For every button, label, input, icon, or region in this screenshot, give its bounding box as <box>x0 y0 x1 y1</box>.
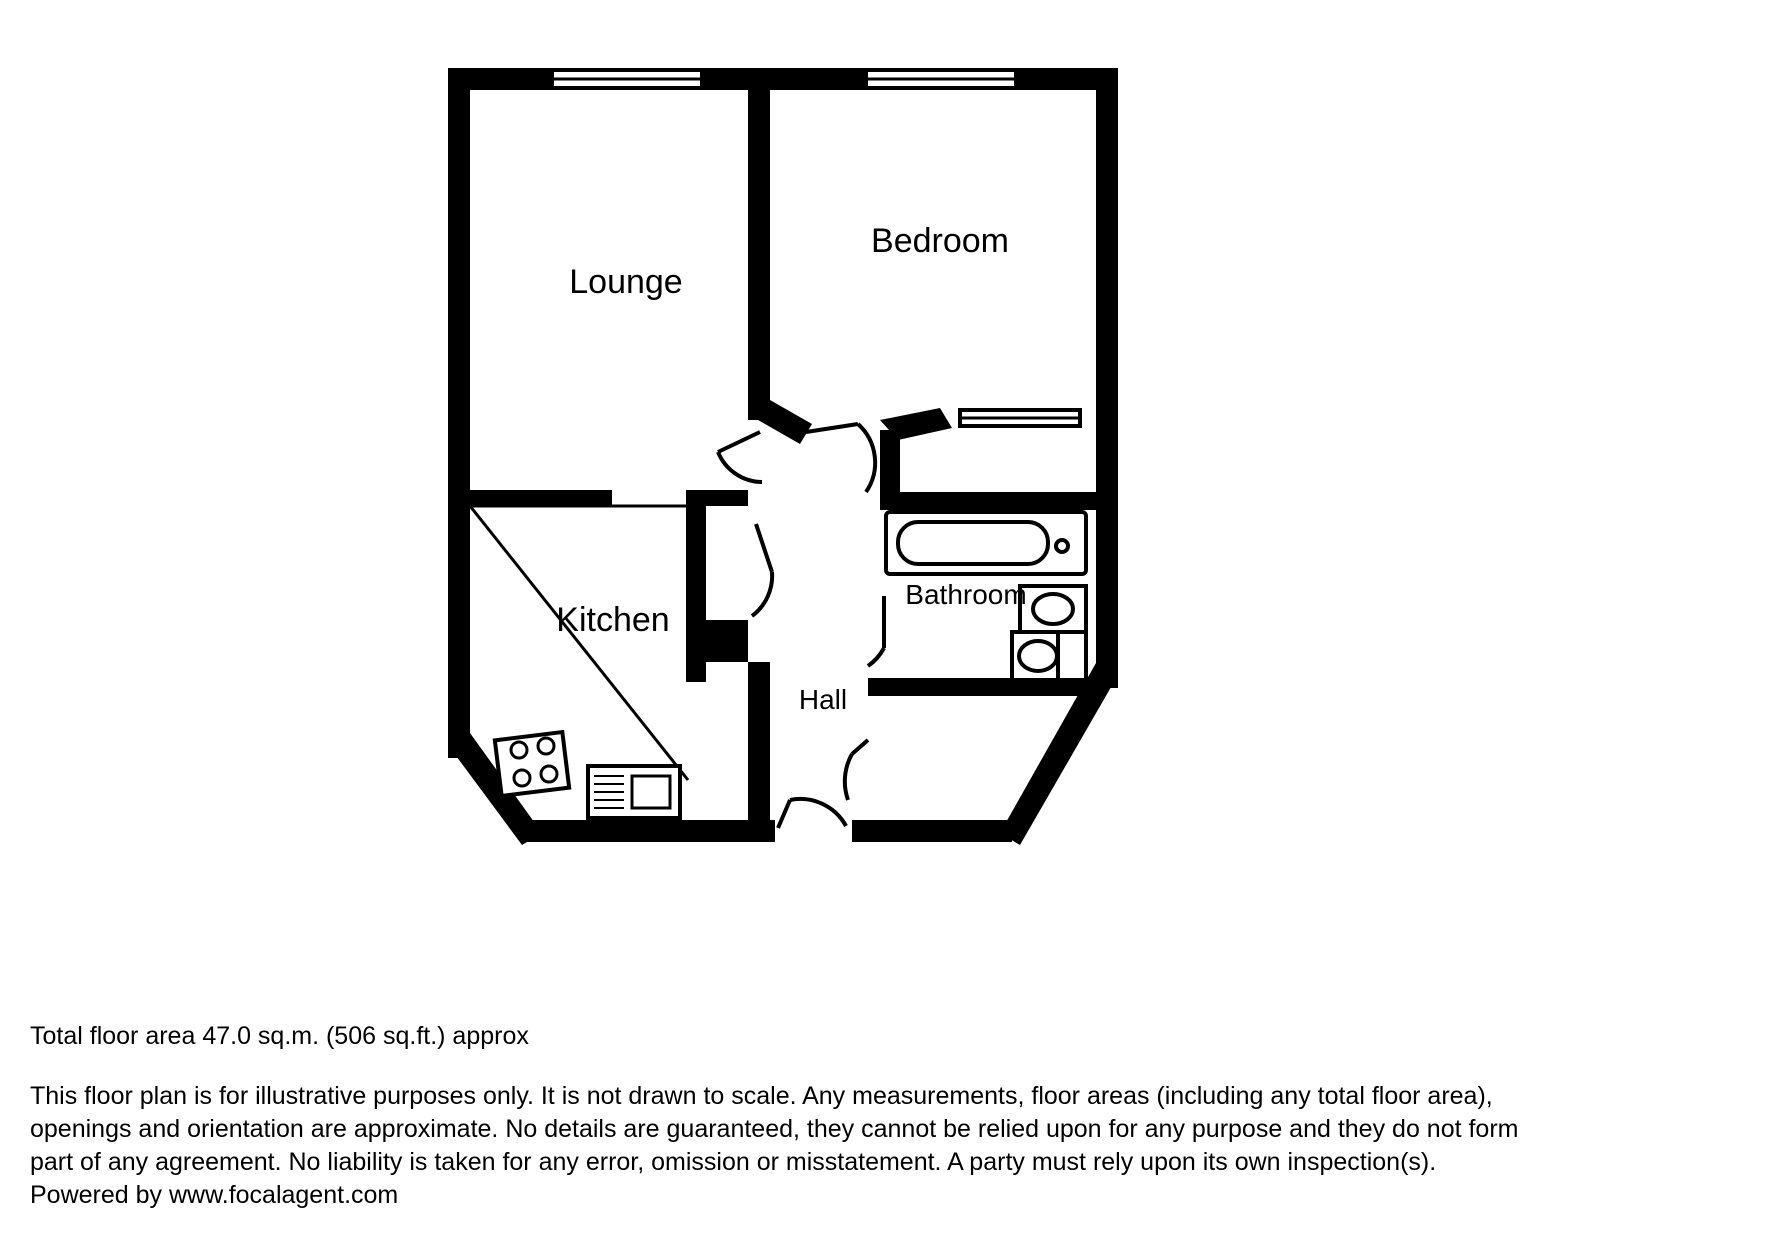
door-bedroom-leaf <box>806 424 858 432</box>
total-floor-area-text: Total floor area 47.0 sq.m. (506 sq.ft.) approx <box>30 1022 529 1050</box>
room-label-bedroom: Bedroom <box>871 222 1009 260</box>
room-label-kitchen: Kitchen <box>556 601 670 639</box>
disclaimer-line: part of any agreement. No liability is taken for any error, omission or misstatement. A party must rely upon its own inspection(s). <box>30 1148 1437 1176</box>
room-label-hall: Hall <box>798 684 848 715</box>
disclaimer-text <box>30 1080 1750 1212</box>
bath-tub-inner <box>898 522 1048 564</box>
room-label-lounge: Lounge <box>569 263 683 301</box>
disclaimer-line: openings and orientation are approximate. No details are guaranteed, they cannot be relied upon for any purpose and they do not form <box>30 1115 1519 1143</box>
footer <box>30 1020 1750 1212</box>
door-bedroom-arc <box>858 424 875 492</box>
disclaimer-line: This floor plan is for illustrative purposes only. It is not drawn to scale. Any measurements, floor areas (including any total floor area), <box>30 1082 1493 1110</box>
hob-fixture <box>495 732 569 796</box>
kitchen-fixtures <box>470 506 688 818</box>
door-store-leaf <box>852 740 868 754</box>
door-entrance-leaf <box>778 800 790 828</box>
room-label-bathroom: Bathroom <box>905 579 1027 610</box>
door-kitchen-arc <box>752 572 772 616</box>
sink-fixture <box>588 766 680 818</box>
door-lounge-leaf <box>718 432 760 452</box>
internal-walls <box>470 90 1100 832</box>
outer-walls <box>448 68 1118 845</box>
disclaimer-line: Powered by www.focalagent.com <box>30 1181 399 1209</box>
door-entrance-arc <box>790 799 846 826</box>
bath-tap <box>1056 540 1068 552</box>
door-bathroom-arc <box>868 648 884 666</box>
wash-basin-bowl <box>1033 594 1073 624</box>
door-lounge-arc <box>718 452 762 482</box>
door-store-arc <box>845 754 852 800</box>
toilet-bowl <box>1019 641 1057 671</box>
door-kitchen-leaf <box>756 524 772 572</box>
